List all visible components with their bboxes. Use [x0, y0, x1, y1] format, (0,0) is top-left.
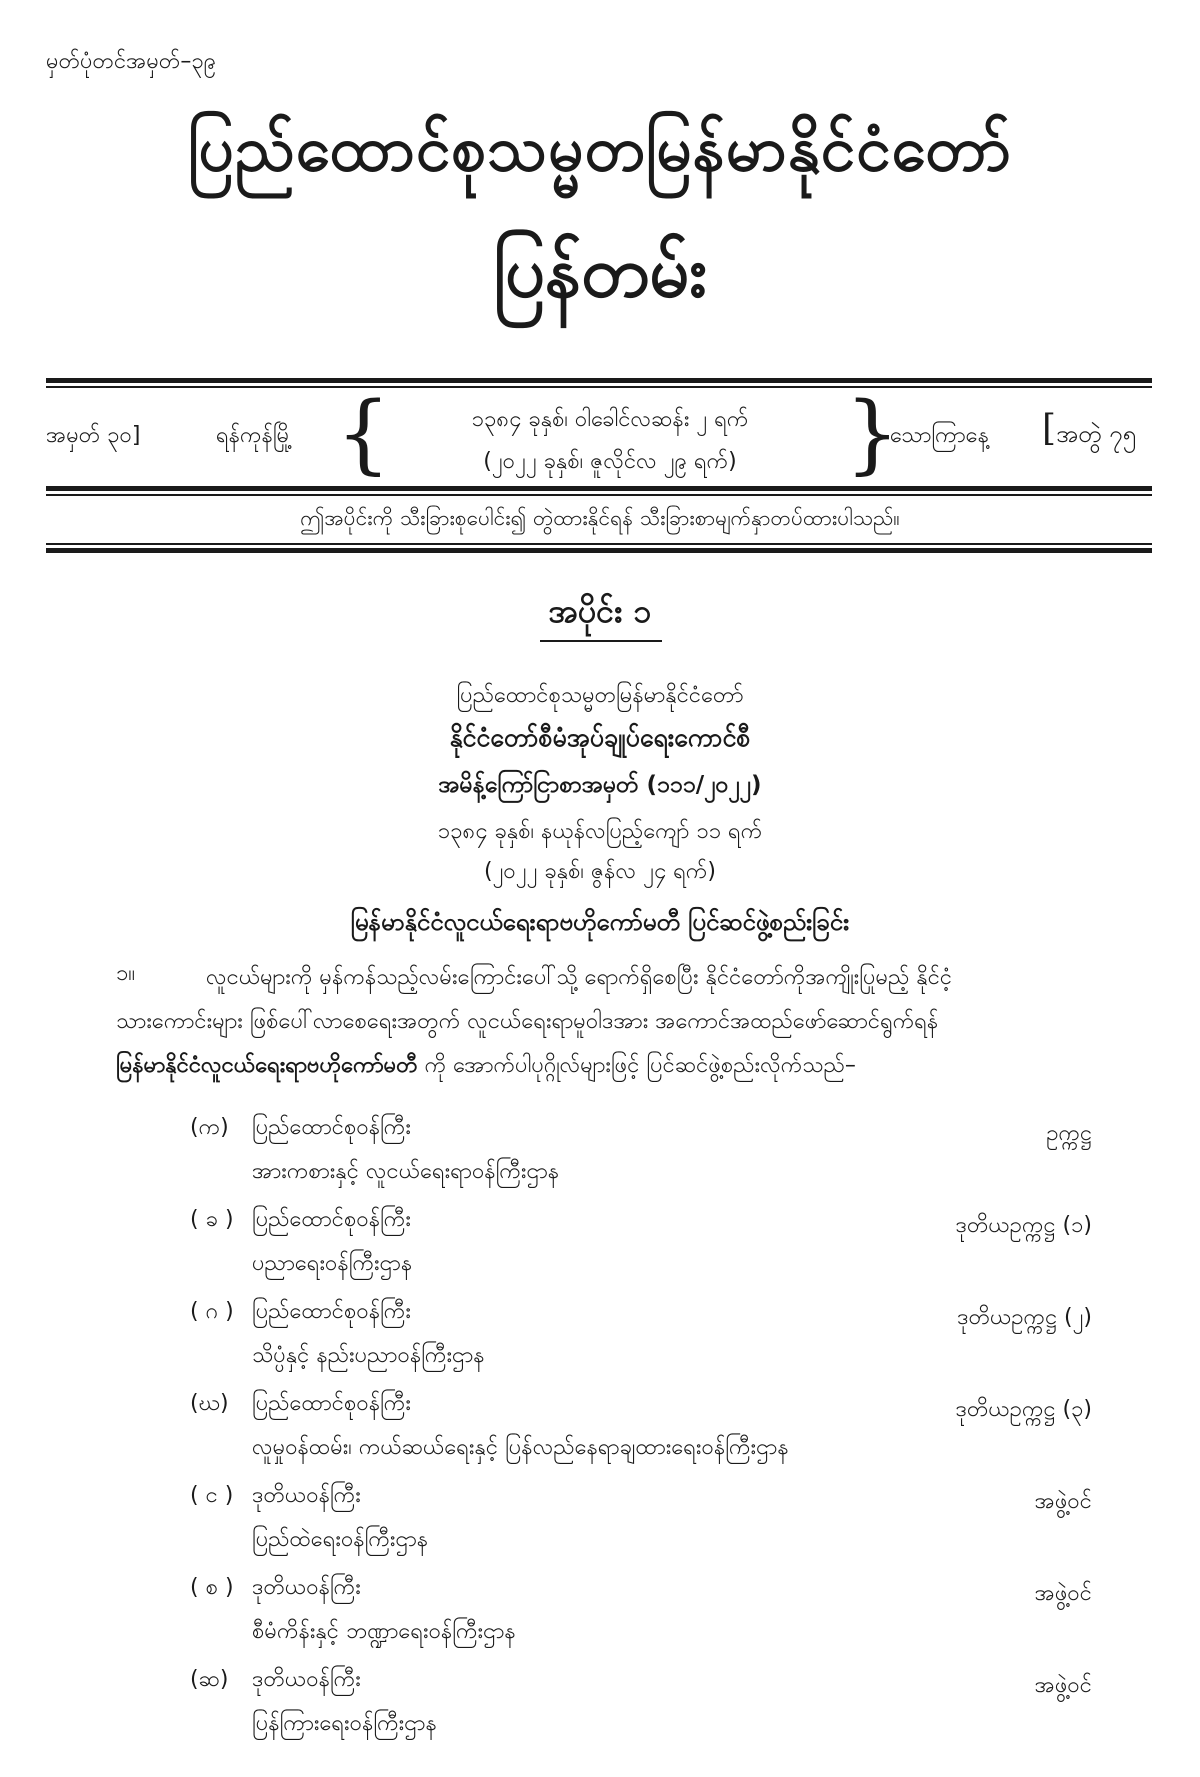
- date-myanmar: ၁၃၈၄ ခုနှစ်၊ ဝါခေါင်လဆန်း ၂ ရက်: [471, 407, 749, 432]
- member-role: ဒုတိယဝန်ကြီး: [252, 1483, 361, 1508]
- member-position: အဖွဲ့ဝင်: [1034, 1673, 1092, 1698]
- member-role: ပြည်ထောင်စုဝန်ကြီး: [252, 1391, 411, 1416]
- notice-rule-thin: [46, 543, 1152, 545]
- volume-bracket: [: [1042, 408, 1057, 449]
- member-position: အဖွဲ့ဝင်: [1034, 1489, 1092, 1514]
- paragraph-line-1: လူငယ်များကို မှန်ကန်သည့်လမ်းကြောင်းပေါ်သို့ ရောက်ရှိစေပြီး နိုင်ငံတော်ကိုအကျိုးပြုမည့် နိုင်ငံ့: [206, 965, 953, 990]
- header-rule-thick: [46, 378, 1152, 383]
- member-position: ဒုတိယဥက္ကဋ္ဌ (၂): [957, 1305, 1092, 1330]
- right-brace: }: [845, 384, 900, 484]
- separate-binding-notice: ဤအပိုင်းကို သီးခြားစုပေါင်း၍ တွဲထားနိုင်ရန် သီးခြားစာမျက်နှာတပ်ထားပါသည်။: [300, 506, 900, 530]
- member-position: ဒုတိယဥက္ကဋ္ဌ (၁): [955, 1213, 1092, 1238]
- committee-name: မြန်မာနိုင်ငံလူငယ်ရေးရာဗဟိုကော်မတီ: [116, 1053, 418, 1078]
- member-ministry: လူမှုဝန်ထမ်း၊ ကယ်ဆယ်ရေးနှင့် ပြန်လည်နေရာချထားရေးဝန်ကြီးဌာန: [252, 1435, 789, 1460]
- member-label: (ဃ): [190, 1391, 229, 1416]
- gazette-title-country: ပြည်ထောင်စုသမ္မတမြန်မာနိုင်ငံတော်: [188, 112, 1012, 185]
- government-name: ပြည်ထောင်စုသမ္မတမြန်မာနိုင်ငံတော်: [456, 683, 744, 708]
- council-name: နိုင်ငံတော်စီမံအုပ်ချုပ်ရေးကောင်စီ: [449, 723, 751, 752]
- order-date-gregorian: (၂၀၂၂ ခုနှစ်၊ ဇွန်လ ၂၄ ရက်): [484, 859, 716, 884]
- member-position: ဥက္ကဋ္ဌ: [1046, 1121, 1092, 1146]
- member-label: (က): [190, 1115, 229, 1140]
- order-subject: မြန်မာနိုင်ငံလူငယ်ရေးရာဗဟိုကော်မတီ ပြင်ဆင်ဖွဲ့စည်းခြင်း: [350, 908, 850, 936]
- member-ministry: စီမံကိန်းနှင့် ဘဏ္ဍာရေးဝန်ကြီးဌာန: [252, 1619, 516, 1644]
- member-item: [0, 1664, 1200, 1754]
- member-role: ဒုတိယဝန်ကြီး: [252, 1575, 361, 1600]
- paragraph-line-2: သားကောင်းများ ဖြစ်ပေါ်လာစေရေးအတွက် လူငယ်ရေးရာမူဝါဒအား အကောင်အထည်ဖော်ဆောင်ရွက်ရန်: [116, 1009, 939, 1034]
- order-date-myanmar: ၁၃၈၄ ခုနှစ်၊ နယုန်လပြည့်ကျော် ၁၁ ရက်: [437, 819, 763, 844]
- member-item: [0, 1296, 1200, 1386]
- member-label: ( င ): [190, 1483, 234, 1508]
- member-ministry: ပညာရေးဝန်ကြီးဌာန: [252, 1251, 413, 1276]
- header-rule-thick-2: [46, 486, 1152, 491]
- header-rule-thin-2: [46, 494, 1152, 496]
- member-label: ( စ ): [190, 1575, 234, 1600]
- member-ministry: အားကစားနှင့် လူငယ်ရေးရာဝန်ကြီးဌာန: [252, 1159, 560, 1184]
- member-label: ( ခ ): [190, 1207, 234, 1232]
- member-item: [0, 1480, 1200, 1570]
- order-number: အမိန့်ကြော်ငြာစာအမှတ် (၁၁၁/၂၀၂၂): [438, 772, 762, 798]
- member-ministry: ပြည်ထဲရေးဝန်ကြီးဌာန: [252, 1527, 429, 1552]
- publication-city: ရန်ကုန်မြို့: [216, 423, 293, 448]
- gazette-title: ပြန်တမ်း: [493, 231, 707, 313]
- member-label: (ဆ): [190, 1667, 229, 1692]
- member-role: ပြည်ထောင်စုဝန်ကြီး: [252, 1207, 411, 1232]
- member-item: [0, 1388, 1200, 1478]
- registration-number: မှတ်ပုံတင်အမှတ်–၃၉: [46, 49, 217, 74]
- member-role: ပြည်ထောင်စုဝန်ကြီး: [252, 1299, 411, 1324]
- volume-number: အတွဲ ၇၅: [1056, 420, 1137, 448]
- member-position: အဖွဲ့ဝင်: [1034, 1581, 1092, 1606]
- weekday: သောကြာနေ့: [890, 423, 989, 448]
- part-title: အပိုင်း ၁: [548, 592, 652, 630]
- member-item: [0, 1204, 1200, 1294]
- header-rule-thin: [46, 386, 1152, 388]
- paragraph-number: ၁။: [116, 961, 136, 986]
- member-role: ဒုတိယဝန်ကြီး: [252, 1667, 361, 1692]
- issue-number: အမှတ် ၃၀]: [46, 423, 141, 448]
- member-ministry: ပြန်ကြားရေးဝန်ကြီးဌာန: [252, 1711, 437, 1736]
- member-ministry: သိပ္ပံနှင့် နည်းပညာဝန်ကြီးဌာန: [252, 1343, 485, 1368]
- left-brace: {: [336, 384, 391, 484]
- paragraph-line-3-rest: ကို အောက်ပါပုဂ္ဂိုလ်များဖြင့် ပြင်ဆင်ဖွဲ့စည်းလိုက်သည်–: [417, 1053, 856, 1078]
- member-position: ဒုတိယဥက္ကဋ္ဌ (၃): [955, 1397, 1092, 1422]
- date-gregorian: (၂၀၂၂ ခုနှစ်၊ ဇူလိုင်လ ၂၉ ရက်): [483, 449, 737, 474]
- member-label: ( ဂ ): [190, 1299, 234, 1324]
- member-item: [0, 1112, 1200, 1202]
- notice-rule-thick: [46, 548, 1152, 553]
- part-title-underline: [540, 640, 662, 642]
- paragraph-line-3: [116, 1050, 856, 1083]
- member-role: ပြည်ထောင်စုဝန်ကြီး: [252, 1115, 411, 1140]
- member-item: [0, 1572, 1200, 1662]
